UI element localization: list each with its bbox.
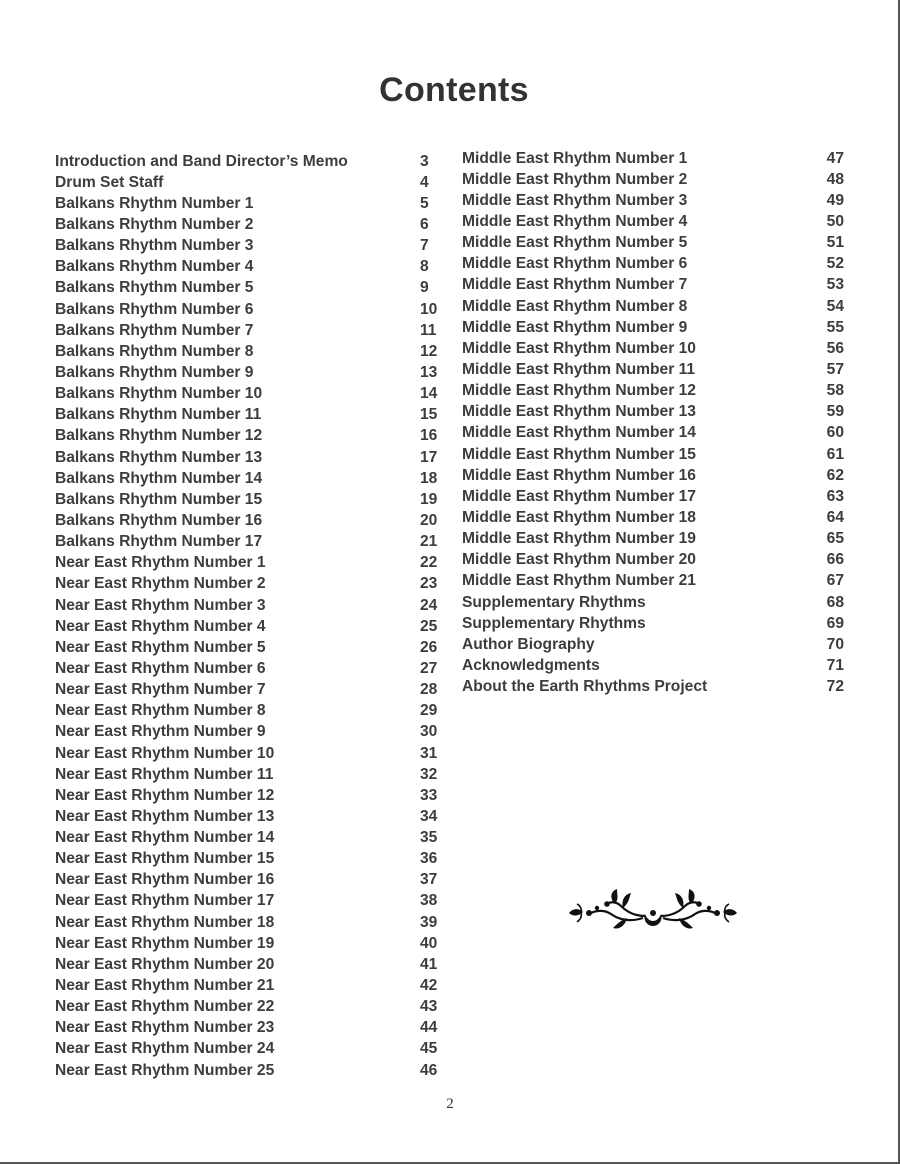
toc-entry (55, 637, 450, 658)
toc-entry-page: 61 (826, 445, 844, 463)
toc-entry-page: 13 (420, 363, 438, 381)
toc-entry-title: Middle East Rhythm Number 6 (462, 255, 688, 273)
toc-entry (462, 254, 844, 275)
toc-entry-page: 24 (420, 596, 438, 614)
toc-entry-title: Near East Rhythm Number 25 (55, 1061, 275, 1079)
toc-entry-title: Middle East Rhythm Number 19 (462, 530, 696, 548)
toc-entry (55, 828, 450, 849)
toc-entry-page: 37 (420, 871, 438, 889)
toc-entry (55, 1018, 450, 1039)
toc-entry (462, 486, 844, 507)
toc-entry-page: 12 (420, 342, 438, 360)
toc-entry (55, 743, 450, 764)
toc-entry-title: Middle East Rhythm Number 12 (462, 382, 696, 400)
toc-entry (462, 677, 844, 698)
toc-entry-title: Balkans Rhythm Number 11 (55, 406, 262, 424)
page-number: 2 (446, 1096, 454, 1112)
toc-entry-title: Introduction and Band Director’s Memo (55, 152, 348, 170)
toc-entry-page: 35 (420, 829, 438, 847)
toc-entry (55, 658, 450, 679)
toc-entry (462, 233, 844, 254)
toc-entry-page: 63 (826, 487, 844, 505)
toc-entry-title: Near East Rhythm Number 3 (55, 596, 266, 614)
toc-entry-page: 6 (420, 215, 429, 233)
toc-entry-page: 55 (826, 318, 844, 336)
toc-entry (55, 616, 450, 637)
toc-entry-page: 67 (826, 572, 844, 590)
toc-entry-page: 20 (420, 511, 438, 529)
toc-entry-title: Middle East Rhythm Number 1 (462, 149, 688, 167)
toc-entry-title: Near East Rhythm Number 17 (55, 892, 275, 910)
toc-entry-title: Balkans Rhythm Number 16 (55, 511, 263, 529)
toc-entry-page: 46 (420, 1061, 438, 1079)
toc-entry (462, 359, 844, 380)
toc-entry (55, 595, 450, 616)
toc-entry-page: 10 (420, 300, 438, 318)
toc-entry-page: 11 (420, 321, 437, 339)
toc-left-column (55, 151, 450, 1081)
toc-entry-title: Balkans Rhythm Number 1 (55, 194, 254, 212)
toc-entry-title: Balkans Rhythm Number 12 (55, 427, 263, 445)
toc-entry-title: Middle East Rhythm Number 3 (462, 191, 688, 209)
toc-entry-page: 30 (420, 723, 438, 741)
toc-entry-page: 45 (420, 1040, 438, 1058)
toc-entry-page: 66 (826, 551, 844, 569)
toc-entry (55, 278, 450, 299)
toc-entry-page: 58 (826, 382, 844, 400)
toc-entry (55, 193, 450, 214)
toc-entry-page: 17 (420, 448, 438, 466)
toc-entry-page: 62 (826, 466, 844, 484)
toc-entry-page: 7 (420, 237, 429, 255)
toc-entry-page: 57 (826, 360, 844, 378)
toc-entry-page: 44 (420, 1019, 438, 1037)
toc-entry-title: Middle East Rhythm Number 15 (462, 445, 696, 463)
toc-entry-title: Near East Rhythm Number 24 (55, 1040, 275, 1058)
toc-entry (55, 489, 450, 510)
toc-entry-title: Near East Rhythm Number 12 (55, 786, 275, 804)
toc-entry (55, 680, 450, 701)
toc-entry-title: Balkans Rhythm Number 8 (55, 342, 254, 360)
toc-entry-title: Middle East Rhythm Number 4 (462, 212, 688, 230)
toc-entry (55, 912, 450, 933)
toc-entry-page: 40 (420, 934, 438, 952)
toc-entry-page: 53 (826, 276, 844, 294)
toc-entry-page: 39 (420, 913, 438, 931)
toc-entry (462, 655, 844, 676)
floral-ornament-icon (567, 886, 739, 936)
toc-entry-title: Near East Rhythm Number 23 (55, 1019, 275, 1037)
toc-entry-title: Drum Set Staff (55, 173, 164, 191)
toc-entry-title: Near East Rhythm Number 16 (55, 871, 275, 889)
toc-entry-page: 4 (420, 173, 429, 191)
toc-entry-title: Near East Rhythm Number 2 (55, 575, 266, 593)
toc-entry-title: Balkans Rhythm Number 9 (55, 363, 254, 381)
toc-entry-page: 28 (420, 681, 438, 699)
toc-entry-title: Middle East Rhythm Number 11 (462, 360, 696, 378)
toc-entry (55, 468, 450, 489)
toc-entry-page: 21 (420, 533, 438, 551)
toc-entry (462, 613, 844, 634)
toc-entry-title: About the Earth Rhythms Project (462, 678, 708, 696)
toc-entry-title: Middle East Rhythm Number 8 (462, 297, 688, 315)
toc-entry-title: Near East Rhythm Number 13 (55, 807, 275, 825)
toc-entry (462, 444, 844, 465)
toc-entry-page: 51 (826, 234, 844, 252)
toc-entry (462, 381, 844, 402)
toc-entry (55, 257, 450, 278)
toc-entry-page: 9 (420, 279, 429, 297)
toc-entry (462, 338, 844, 359)
toc-entry-page: 41 (420, 955, 438, 973)
toc-entry-page: 5 (420, 194, 429, 212)
toc-entry (462, 550, 844, 571)
toc-entry-title: Balkans Rhythm Number 4 (55, 258, 254, 276)
toc-entry (462, 507, 844, 528)
toc-entry (55, 405, 450, 426)
toc-entry (462, 402, 844, 423)
toc-entry-page: 26 (420, 638, 438, 656)
toc-entry-title: Balkans Rhythm Number 17 (55, 533, 263, 551)
page-title: Contents (379, 70, 529, 109)
toc-entry-page: 34 (420, 807, 438, 825)
toc-entry (55, 172, 450, 193)
toc-entry-title: Near East Rhythm Number 5 (55, 638, 266, 656)
toc-entry (55, 574, 450, 595)
toc-entry (55, 362, 450, 383)
toc-entry-title: Supplementary Rhythms (462, 593, 646, 611)
toc-entry (462, 634, 844, 655)
toc-entry (55, 870, 450, 891)
toc-entry-page: 18 (420, 469, 438, 487)
toc-entry-title: Near East Rhythm Number 4 (55, 617, 266, 635)
toc-entry-title: Near East Rhythm Number 9 (55, 723, 266, 741)
toc-entry-page: 49 (826, 191, 844, 209)
toc-entry-title: Middle East Rhythm Number 7 (462, 276, 688, 294)
toc-entry (462, 529, 844, 550)
toc-entry (55, 954, 450, 975)
toc-entry (462, 211, 844, 232)
toc-entry-page: 54 (826, 297, 844, 315)
toc-entry-page: 52 (826, 255, 844, 273)
toc-entry-title: Balkans Rhythm Number 6 (55, 300, 254, 318)
toc-entry (55, 384, 450, 405)
toc-entry-page: 32 (420, 765, 438, 783)
toc-entry (55, 320, 450, 341)
toc-entry-page: 65 (826, 530, 844, 548)
toc-entry-page: 38 (420, 892, 438, 910)
toc-entry-title: Balkans Rhythm Number 2 (55, 215, 254, 233)
toc-entry-page: 36 (420, 850, 438, 868)
toc-entry-title: Near East Rhythm Number 8 (55, 702, 266, 720)
toc-entry-page: 71 (826, 656, 844, 674)
toc-entry (55, 997, 450, 1018)
toc-entry-title: Near East Rhythm Number 21 (55, 977, 275, 995)
toc-entry (55, 553, 450, 574)
toc-entry-title: Middle East Rhythm Number 20 (462, 551, 696, 569)
toc-entry-page: 50 (826, 212, 844, 230)
toc-entry-title: Near East Rhythm Number 11 (55, 765, 274, 783)
toc-entry-title: Middle East Rhythm Number 18 (462, 508, 696, 526)
toc-entry-page: 31 (420, 744, 438, 762)
toc-entry (462, 190, 844, 211)
toc-entry-page: 16 (420, 427, 438, 445)
toc-entry (55, 341, 450, 362)
toc-entry-page: 29 (420, 702, 438, 720)
toc-entry-page: 15 (420, 406, 438, 424)
toc-entry-page: 22 (420, 554, 438, 572)
toc-entry-title: Near East Rhythm Number 19 (55, 934, 275, 952)
toc-entry-title: Balkans Rhythm Number 3 (55, 237, 254, 255)
toc-entry-title: Near East Rhythm Number 22 (55, 998, 275, 1016)
toc-entry (462, 275, 844, 296)
toc-entry-title: Middle East Rhythm Number 9 (462, 318, 688, 336)
toc-entry (462, 465, 844, 486)
toc-entry-title: Near East Rhythm Number 7 (55, 681, 266, 699)
toc-entry (462, 592, 844, 613)
toc-entry-title: Near East Rhythm Number 14 (55, 829, 275, 847)
toc-entry-title: Middle East Rhythm Number 17 (462, 487, 696, 505)
toc-entry-title: Balkans Rhythm Number 14 (55, 469, 263, 487)
toc-entry-title: Balkans Rhythm Number 7 (55, 321, 254, 339)
toc-entry (55, 764, 450, 785)
toc-entry (55, 426, 450, 447)
toc-entry (55, 975, 450, 996)
toc-entry (462, 296, 844, 317)
toc-entry (55, 532, 450, 553)
toc-entry-title: Middle East Rhythm Number 2 (462, 170, 688, 188)
toc-entry-title: Middle East Rhythm Number 16 (462, 466, 696, 484)
toc-entry-page: 60 (826, 424, 844, 442)
toc-entry (462, 169, 844, 190)
toc-entry-title: Near East Rhythm Number 10 (55, 744, 275, 762)
toc-entry-page: 8 (420, 258, 429, 276)
toc-entry (55, 236, 450, 257)
toc-entry-page: 56 (826, 339, 844, 357)
toc-entry-title: Middle East Rhythm Number 14 (462, 424, 696, 442)
toc-entry (55, 722, 450, 743)
toc-entry-page: 48 (826, 170, 844, 188)
toc-entry-page: 47 (826, 149, 844, 167)
toc-entry (55, 1039, 450, 1060)
toc-entry-page: 14 (420, 385, 438, 403)
toc-entry-page: 70 (826, 635, 844, 653)
toc-entry (55, 933, 450, 954)
toc-entry-page: 3 (420, 152, 429, 170)
toc-entry (462, 423, 844, 444)
toc-right-column (462, 148, 844, 698)
toc-entry-page: 27 (420, 659, 438, 677)
toc-entry (462, 571, 844, 592)
toc-entry (462, 317, 844, 338)
toc-entry-title: Middle East Rhythm Number 5 (462, 234, 688, 252)
toc-entry-page: 69 (826, 614, 844, 632)
toc-entry (55, 299, 450, 320)
toc-entry-title: Acknowledgments (462, 656, 600, 674)
toc-entry-title: Author Biography (462, 635, 595, 653)
toc-entry-page: 68 (826, 593, 844, 611)
toc-entry (55, 806, 450, 827)
toc-entry-page: 72 (826, 678, 844, 696)
toc-entry-title: Middle East Rhythm Number 21 (462, 572, 696, 590)
toc-entry-page: 59 (826, 403, 844, 421)
toc-entry-title: Near East Rhythm Number 18 (55, 913, 275, 931)
toc-entry-title: Balkans Rhythm Number 13 (55, 448, 263, 466)
toc-entry (55, 151, 450, 172)
toc-entry-page: 42 (420, 977, 438, 995)
toc-entry-title: Near East Rhythm Number 15 (55, 850, 275, 868)
toc-entry (55, 447, 450, 468)
toc-entry-page: 64 (826, 508, 844, 526)
toc-entry-title: Balkans Rhythm Number 15 (55, 490, 263, 508)
toc-entry (55, 891, 450, 912)
toc-entry (55, 510, 450, 531)
toc-entry (55, 214, 450, 235)
toc-entry-page: 25 (420, 617, 438, 635)
toc-entry-page: 43 (420, 998, 438, 1016)
toc-entry-title: Middle East Rhythm Number 13 (462, 403, 696, 421)
toc-entry-title: Balkans Rhythm Number 5 (55, 279, 254, 297)
toc-entry (462, 148, 844, 169)
toc-entry-title: Near East Rhythm Number 1 (55, 554, 266, 572)
toc-entry-title: Middle East Rhythm Number 10 (462, 339, 696, 357)
toc-entry-title: Balkans Rhythm Number 10 (55, 385, 263, 403)
toc-entry-title: Near East Rhythm Number 20 (55, 955, 275, 973)
toc-entry (55, 701, 450, 722)
toc-entry-page: 33 (420, 786, 438, 804)
toc-entry-title: Supplementary Rhythms (462, 614, 646, 632)
toc-entry (55, 785, 450, 806)
toc-entry-page: 19 (420, 490, 438, 508)
toc-entry-title: Near East Rhythm Number 6 (55, 659, 266, 677)
toc-entry (55, 1060, 450, 1081)
toc-entry (55, 849, 450, 870)
toc-entry-page: 23 (420, 575, 438, 593)
